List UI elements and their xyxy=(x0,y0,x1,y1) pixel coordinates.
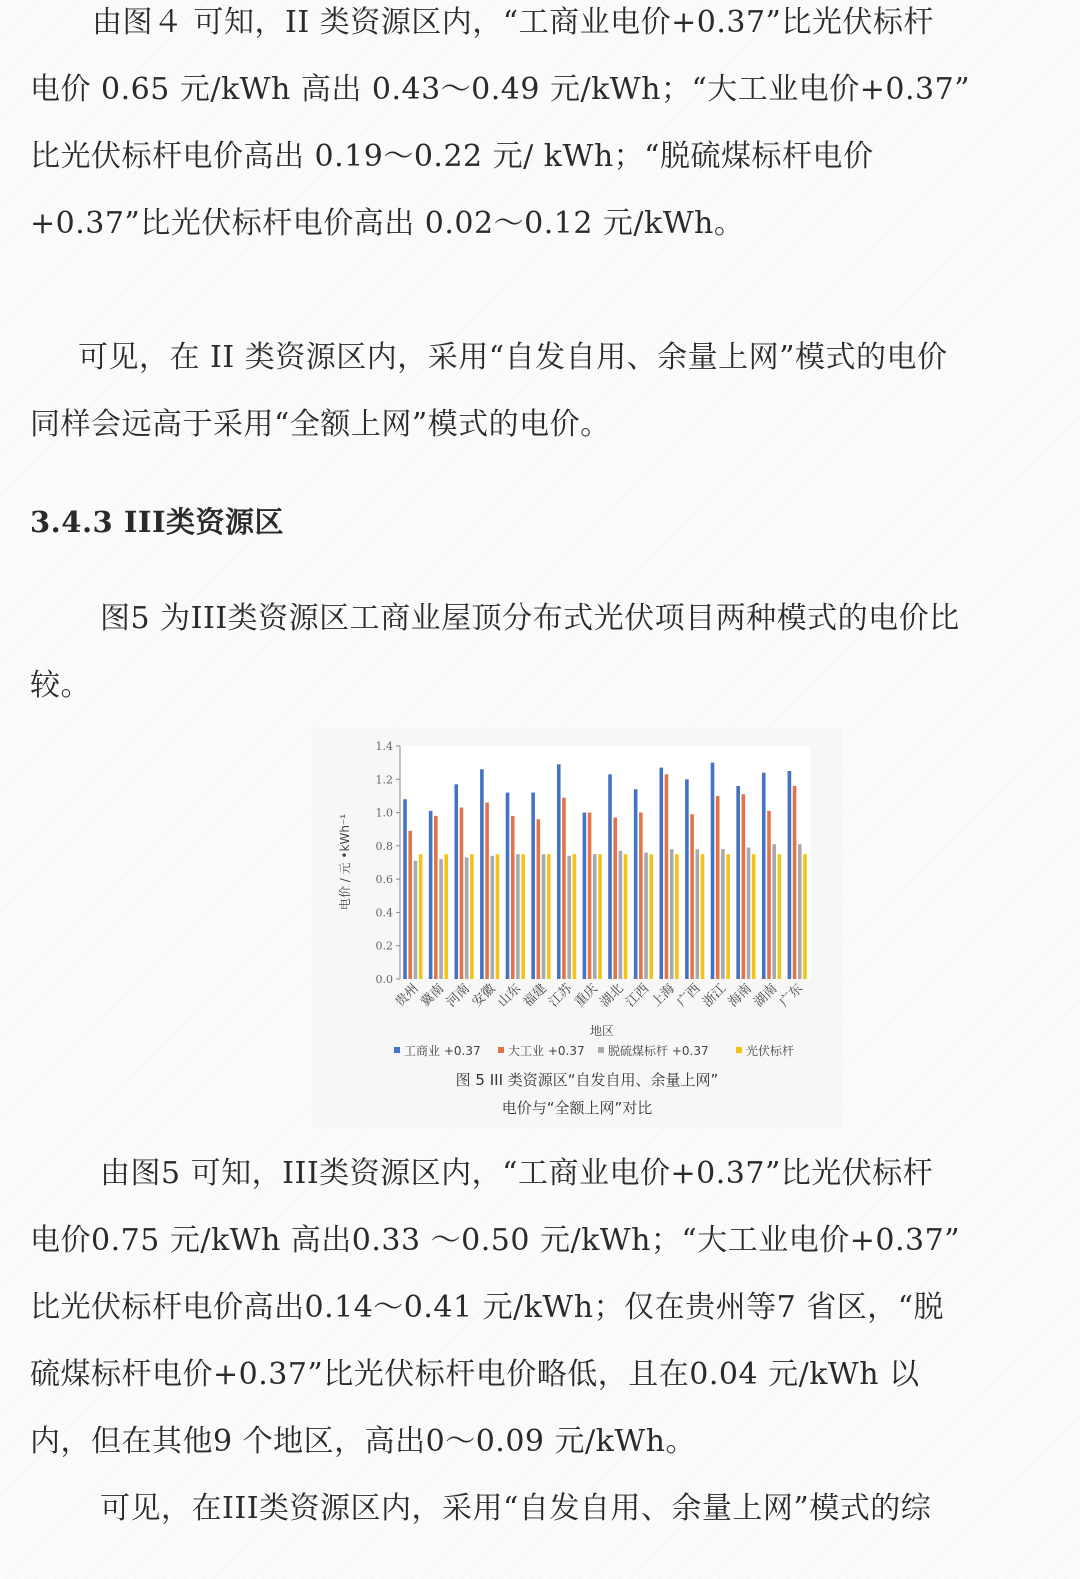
legend-swatch xyxy=(394,1047,400,1053)
x-tick-label: 山东 xyxy=(495,981,525,1011)
bar xyxy=(675,854,679,979)
bar xyxy=(634,789,638,979)
legend-label: 工商业 +0.37 xyxy=(404,1044,481,1058)
bar xyxy=(531,793,535,979)
bar xyxy=(644,853,648,979)
bar xyxy=(593,854,597,979)
bar xyxy=(547,854,551,979)
bar xyxy=(711,763,715,979)
y-tick-label: 0.4 xyxy=(375,906,393,920)
paragraph-line: 硫煤标杆电价+0.37”比光伏标杆电价略低，且在0.04 元/kWh 以 xyxy=(30,1357,920,1392)
figure-5-chart xyxy=(312,728,842,1128)
bar xyxy=(639,813,643,979)
y-tick-label: 1.4 xyxy=(375,740,393,753)
bar xyxy=(736,786,740,979)
bar xyxy=(434,816,438,979)
legend-label: 大工业 +0.37 xyxy=(508,1044,585,1058)
bar xyxy=(670,849,674,979)
bar xyxy=(598,854,602,979)
x-tick-label: 福建 xyxy=(520,981,550,1011)
bar xyxy=(690,814,694,979)
legend-label: 脱硫煤标杆 +0.37 xyxy=(608,1044,709,1058)
bar xyxy=(414,861,418,979)
bar xyxy=(511,816,515,979)
paragraph-line: 由图5 可知，III类资源区内，“工商业电价+0.37”比光伏标杆 xyxy=(100,1156,934,1191)
x-tick-label: 浙江 xyxy=(700,981,730,1011)
bar xyxy=(403,799,407,979)
bar xyxy=(685,779,689,979)
bar xyxy=(608,774,612,979)
bar xyxy=(803,854,807,979)
y-axis-label: 电价 / 元 •kWh⁻¹ xyxy=(338,813,352,911)
section-heading: 3.4.3 III类资源区 xyxy=(30,505,285,539)
bar xyxy=(793,786,797,979)
x-tick-label: 安徽 xyxy=(469,981,499,1011)
x-tick-label: 湖北 xyxy=(597,981,627,1011)
bar xyxy=(772,844,776,979)
bar xyxy=(542,854,546,979)
paragraph-line: 可见，在 II 类资源区内，采用“自发自用、余量上网”模式的电价 xyxy=(78,340,948,375)
bar xyxy=(624,854,628,979)
bar xyxy=(762,773,766,979)
bar xyxy=(695,849,699,979)
bar xyxy=(460,808,464,979)
bar xyxy=(726,854,730,979)
bar xyxy=(537,819,541,979)
y-tick-label: 0.8 xyxy=(375,839,393,853)
bar xyxy=(767,811,771,979)
bar xyxy=(408,831,412,979)
bar xyxy=(465,858,469,979)
legend-swatch xyxy=(736,1047,742,1053)
paragraph-line: 电价0.75 元/kWh 高出0.33 ～0.50 元/kWh；“大工业电价+0.37” xyxy=(30,1223,961,1258)
bar xyxy=(721,849,725,979)
bar xyxy=(588,813,592,979)
x-axis-label: 地区 xyxy=(589,1024,615,1038)
bar xyxy=(613,818,617,979)
bar xyxy=(778,854,782,979)
bar xyxy=(788,771,792,979)
paragraph-line: 内，但在其他9 个地区，高出0～0.09 元/kWh。 xyxy=(30,1424,696,1459)
y-tick-label: 0.2 xyxy=(375,939,393,953)
bar xyxy=(619,851,623,979)
bar xyxy=(665,774,669,979)
x-tick-label: 河南 xyxy=(443,981,473,1011)
bar xyxy=(752,854,756,979)
x-tick-label: 广西 xyxy=(674,981,704,1011)
y-tick-label: 0.0 xyxy=(375,973,393,986)
bar xyxy=(659,768,663,979)
bar xyxy=(490,856,494,979)
bar xyxy=(716,796,720,979)
bar xyxy=(583,813,587,979)
y-tick-label: 0.6 xyxy=(375,873,393,887)
paragraph-line: +0.37”比光伏标杆电价高出 0.02～0.12 元/kWh。 xyxy=(30,206,745,241)
bar xyxy=(480,769,484,979)
figure-caption-line: 电价与“全额上网”对比 xyxy=(501,1099,653,1117)
bar xyxy=(429,811,433,979)
bar xyxy=(485,803,489,979)
bar xyxy=(567,856,571,979)
x-tick-label: 广东 xyxy=(777,981,807,1011)
bar xyxy=(573,854,577,979)
paragraph-line: 可见，在III类资源区内，采用“自发自用、余量上网”模式的综 xyxy=(100,1491,932,1526)
bar xyxy=(557,764,561,979)
bar xyxy=(742,794,746,979)
bar xyxy=(444,854,448,979)
bar xyxy=(454,784,458,979)
legend-label: 光伏标杆 xyxy=(746,1044,795,1058)
figure-caption-line: 图 5 III 类资源区“自发自用、余量上网” xyxy=(455,1071,719,1089)
legend-swatch xyxy=(598,1047,604,1053)
paragraph-line: 由图４ 可知，II 类资源区内，“工商业电价+0.37”比光伏标杆 xyxy=(92,5,934,40)
x-tick-label: 海南 xyxy=(725,981,755,1011)
bar xyxy=(798,844,802,979)
paragraph-line: 电价 0.65 元/kWh 高出 0.43～0.49 元/kWh；“大工业电价+0.37” xyxy=(30,72,971,107)
x-tick-label: 湖南 xyxy=(751,981,781,1011)
bar xyxy=(506,793,510,979)
bar xyxy=(747,848,751,979)
bar xyxy=(649,854,653,979)
x-tick-label: 上海 xyxy=(648,981,678,1011)
bar xyxy=(439,859,443,979)
bar xyxy=(496,854,500,979)
x-tick-label: 重庆 xyxy=(572,981,602,1011)
y-tick-label: 1.2 xyxy=(375,773,393,787)
bar xyxy=(516,854,520,979)
bar xyxy=(470,854,474,979)
paragraph-line: 比光伏标杆电价高出 0.19～0.22 元/ kWh；“脱硫煤标杆电价 xyxy=(30,139,874,174)
paragraph-line: 较。 xyxy=(30,668,91,703)
bar xyxy=(562,798,566,979)
paragraph-line: 图5 为III类资源区工商业屋顶分布式光伏项目两种模式的电价比 xyxy=(100,601,960,636)
y-tick-label: 1.0 xyxy=(375,806,393,820)
bar-chart xyxy=(312,728,842,1128)
x-tick-label: 冀南 xyxy=(418,981,448,1011)
x-tick-label: 贵州 xyxy=(392,981,422,1011)
x-tick-label: 江苏 xyxy=(546,981,576,1011)
x-tick-label: 江西 xyxy=(623,981,653,1011)
bar xyxy=(701,854,705,979)
bar xyxy=(419,854,423,979)
bar xyxy=(521,854,525,979)
legend-swatch xyxy=(498,1047,504,1053)
paragraph-line: 同样会远高于采用“全额上网”模式的电价。 xyxy=(30,407,611,442)
paragraph-line: 比光伏标杆电价高出0.14～0.41 元/kWh；仅在贵州等7 省区，“脱 xyxy=(30,1290,945,1325)
